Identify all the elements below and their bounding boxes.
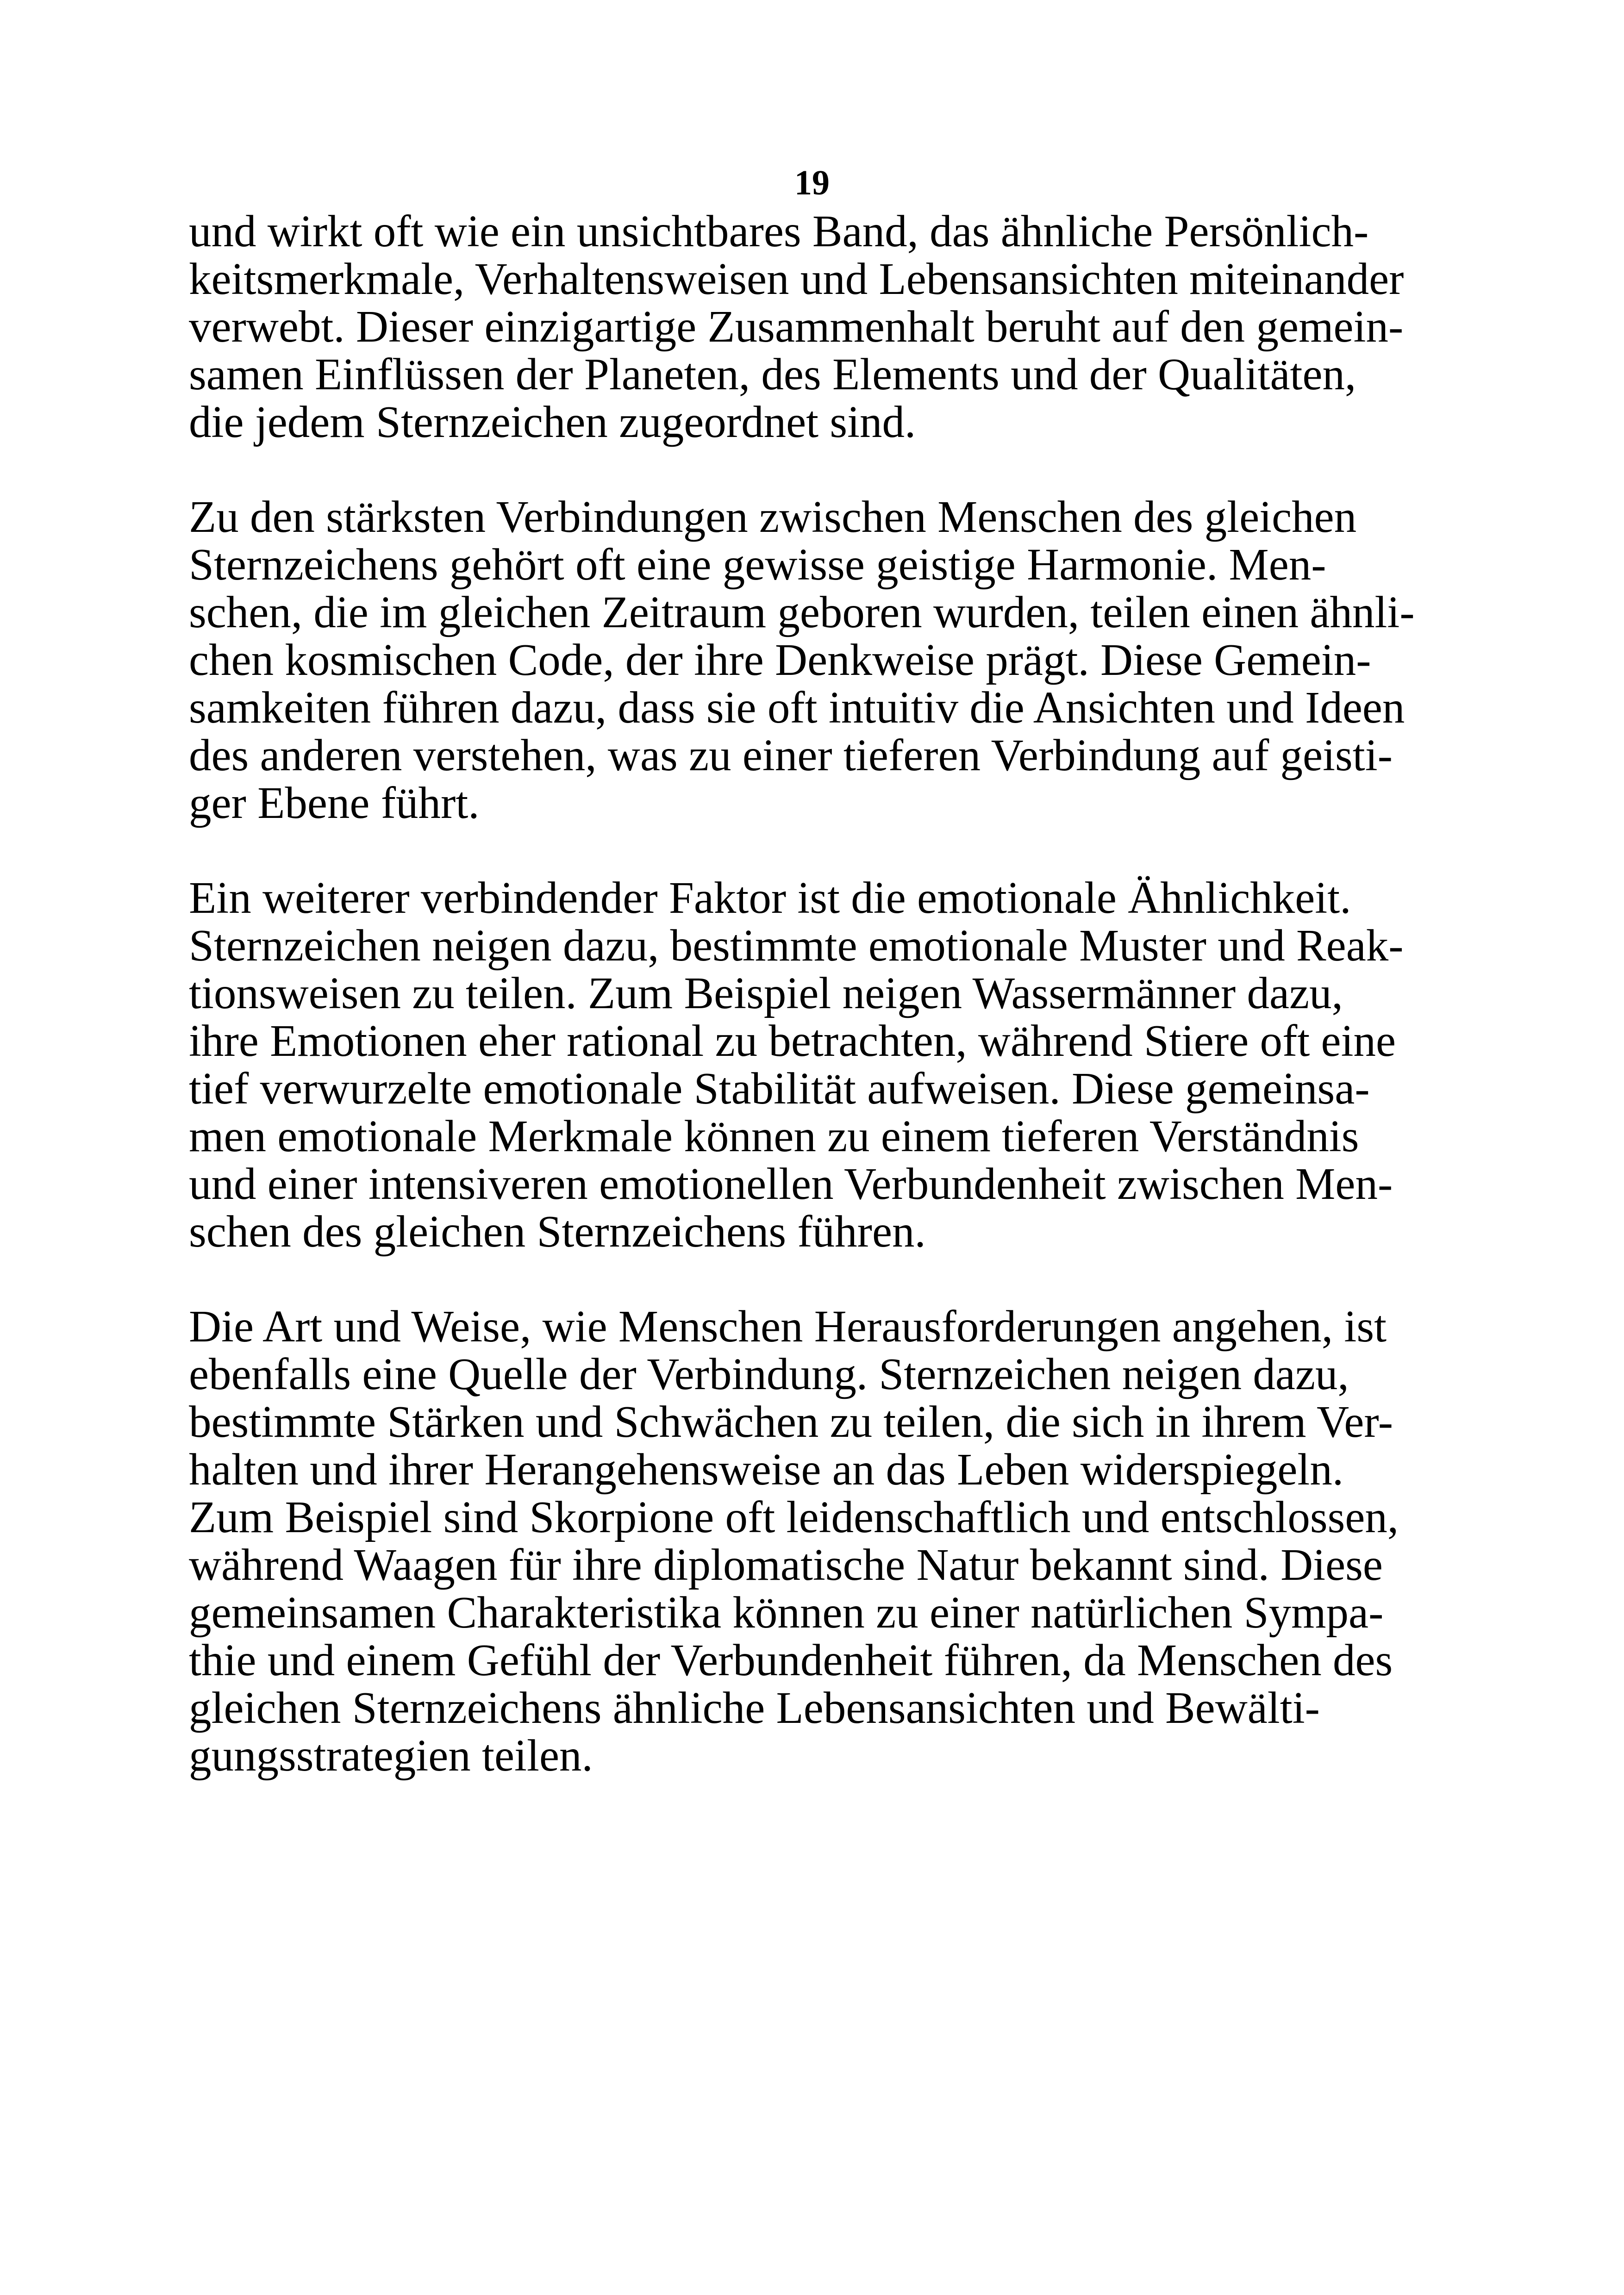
text-line: gungsstrategien teilen. — [189, 1731, 593, 1780]
text-line: Zu den stärksten Verbindungen zwischen Menschen des gleichen — [189, 492, 1357, 542]
body-text — [189, 207, 1457, 1827]
text-line: men emotionale Merkmale können zu einem tieferen Verständnis — [189, 1111, 1359, 1161]
text-line: ihre Emotionen eher rational zu betrachten, während Stiere oft eine — [189, 1016, 1396, 1066]
text-line: ger Ebene führt. — [189, 778, 480, 828]
text-line: samkeiten führen dazu, dass sie oft intuitiv die Ansichten und Ideen — [189, 683, 1405, 732]
text-line: gemeinsamen Charakteristika können zu einer natürlichen Sympa- — [189, 1588, 1384, 1637]
text-line: thie und einem Gefühl der Verbundenheit führen, da Menschen des — [189, 1635, 1393, 1685]
text-line: schen des gleichen Sternzeichens führen. — [189, 1207, 926, 1256]
text-line: samen Einflüssen der Planeten, des Elements und der Qualitäten, — [189, 349, 1356, 399]
paragraph-1 — [189, 207, 1457, 446]
text-line: Ein weiterer verbindender Faktor ist die emotionale Ähnlichkeit. — [189, 873, 1351, 923]
text-line: Sternzeichens gehört oft eine gewisse geistige Harmonie. Men- — [189, 540, 1326, 589]
text-line: ebenfalls eine Quelle der Verbindung. Sternzeichen neigen dazu, — [189, 1349, 1349, 1399]
paragraph-4 — [189, 1303, 1457, 1779]
text-line: schen, die im gleichen Zeitraum geboren wurden, teilen einen ähnli- — [189, 587, 1415, 637]
text-line: keitsmerkmale, Verhaltensweisen und Lebensansichten miteinander — [189, 254, 1404, 304]
paragraph-3 — [189, 874, 1457, 1255]
text-line: Sternzeichen neigen dazu, bestimmte emotionale Muster und Reak- — [189, 921, 1404, 970]
text-line: Zum Beispiel sind Skorpione oft leidenschaftlich und entschlossen, — [189, 1492, 1399, 1542]
text-line: Die Art und Weise, wie Menschen Herausforderungen angehen, ist — [189, 1302, 1387, 1351]
text-line: gleichen Sternzeichens ähnliche Lebensansichten und Bewälti- — [189, 1683, 1320, 1733]
text-line: halten und ihrer Herangehensweise an das Leben widerspiegeln. — [189, 1445, 1344, 1494]
text-line: bestimmte Stärken und Schwächen zu teilen, die sich in ihrem Ver- — [189, 1397, 1393, 1447]
text-line: des anderen verstehen, was zu einer tieferen Verbindung auf geisti- — [189, 730, 1393, 780]
text-line: die jedem Sternzeichen zugeordnet sind. — [189, 397, 916, 447]
text-line: und einer intensiveren emotionellen Verbundenheit zwischen Men- — [189, 1159, 1393, 1209]
text-line: während Waagen für ihre diplomatische Natur bekannt sind. Diese — [189, 1540, 1383, 1590]
page-number: 19 — [794, 163, 830, 202]
text-line: tief verwurzelte emotionale Stabilität aufweisen. Diese gemeinsa- — [189, 1064, 1370, 1113]
text-line: und wirkt oft wie ein unsichtbares Band, das ähnliche Persönlich- — [189, 206, 1369, 256]
text-line: tionsweisen zu teilen. Zum Beispiel neigen Wassermänner dazu, — [189, 968, 1343, 1018]
paragraph-2 — [189, 493, 1457, 827]
text-line: chen kosmischen Code, der ihre Denkweise prägt. Diese Gemein- — [189, 635, 1371, 685]
text-line: verwebt. Dieser einzigartige Zusammenhalt beruht auf den gemein- — [189, 302, 1404, 351]
